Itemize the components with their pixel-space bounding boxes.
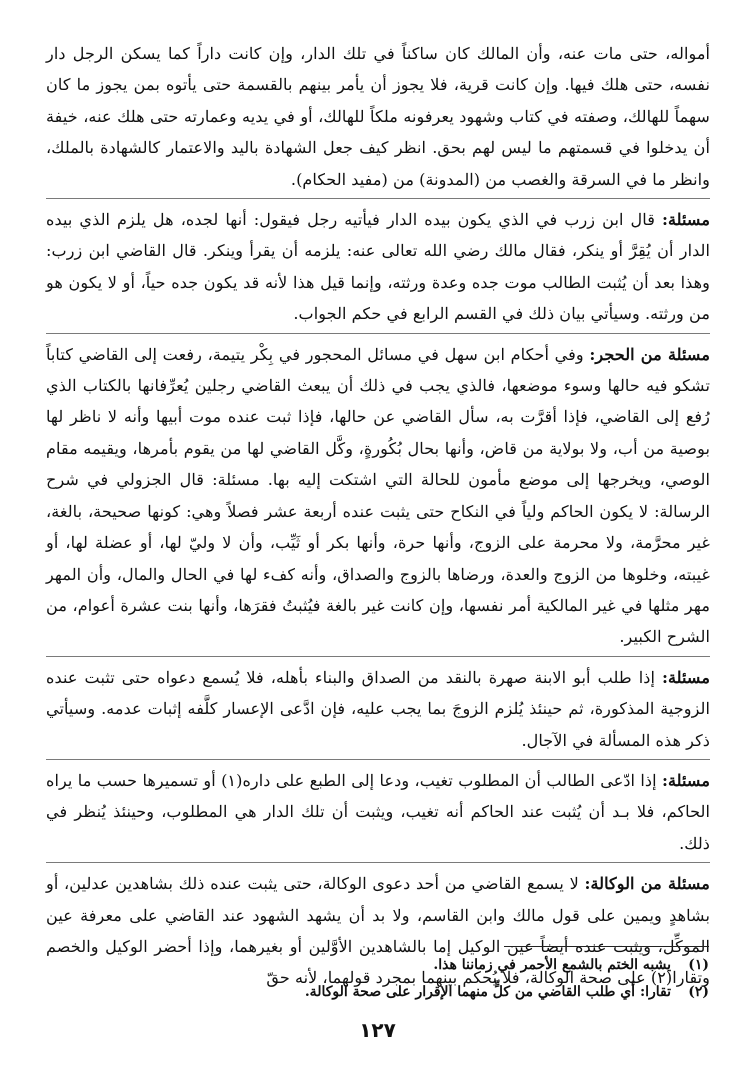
footnotes	[46, 952, 709, 1006]
paragraph-body: قال ابن زرب في الذي يكون بيده الدار فيأتيه رجل فيقول: أنها لجده، هل يلزم الذي بيده الدار أن يُقِرَّ أو ينكر، فقال مالك رضي الله تعالى عنه: يلزمه أن يقرأ وينكر. قال القاضي ابن زرب: وهذا بعد أن يُثبت الطالب موت جده وعدة ورثته، وإنما قيل هذا لأنه قد يكون جده حياً، أو لا يكون هو من ورثته. وسيأتي بيان ذلك في القسم الرابع في حكم الجواب.	[46, 210, 710, 324]
page-number: ١٢٧	[359, 1018, 396, 1042]
paragraph-head: مسئلة من الوكالة:	[584, 874, 710, 894]
paragraph-head: مسئلة:	[661, 667, 710, 687]
footnote-divider	[504, 946, 709, 947]
paragraph-body: وفي أحكام ابن سهل في مسائل المحجور في بِكْر يتيمة، رفعت إلى القاضي كتاباً تشكو فيه حالها وسوء موضعها، فالذي يجب في ذلك أن يبعث القاضي رجلين يُعرِّفانها بالكتاب الذي رُفع إلى القاضي، فإذا أقرَّت به، سأل القاضي عن حالها، فإذا ثبت عنده موت أبيها وأنه لا ناظر لها بوصية من أب، ولا بولاية من قاض، وأنها بحال بُكُورةٍ، وكَّل القاضي لها من يقوم بأمرها، ويقيمه مقام الوصي، ويخرجها إلى موضع مأمون للحالة التي اشتكت إليه بها. مسئلة: قال الجزولي في شرح الرسالة: لا يكون الحاكم ولياً في النكاح حتى يثبت عنده أربعة عشر فصلاً وهي: كونها صحيحة، بالغة، غير محرَّمة، ولا محرمة على الزوج، وأنها حرة، وأنها بكر أو ثَيِّب، وأن لا وليّ لها، أو عضلة لها، أو غيبته، وخلوها من الزوج والعدة، ورضاها بالزوج والصداق، وأنه كفء لها في الحال والمال، وأن المهر مهر مثلها في غير المالكية أمر نفسها، وإن كانت غير بالغة فيُثبتُ فقرَها، وأنها بنت عشرة أعوام، من الشرح الكبير.	[46, 344, 710, 647]
paragraph-4	[46, 662, 710, 760]
footnote-number: (١)	[688, 957, 709, 973]
paragraph-head: مسئلة:	[662, 770, 711, 790]
footnote-2	[46, 979, 709, 1006]
footnote-text: تقارا: أي طلب القاضي من كلٍّ منهما الإقرار على صحة الوكالة.	[304, 984, 671, 1000]
paragraph-5	[46, 765, 710, 863]
paragraph-3	[46, 339, 710, 657]
footnote-text: يشبه الختم بالشمع الأحمر في زماننا هذا.	[433, 957, 671, 973]
paragraph-body: لا يسمع القاضي من أحد دعوى الوكالة، حتى يثبت عنده ذلك بشاهدين عدلين، أو بشاهدٍ ويمين على قول مالك وابن القاسم، ولا بد أن يشهد الشهود عند القاضي على معرفة عين الموكِّل، ويثبت عنده أيضاً عين الوكيل إما بالشاهدين الأوَّلين أو بغيرهما، وإذا أحضر الوكيل والخصم وتقارا(٢) على صحة الوكالة، فلا يُحكم بينهما بمجرد قولهما، لأنه حقّ	[46, 874, 710, 988]
paragraph-2	[46, 204, 710, 334]
paragraph-1	[46, 38, 710, 199]
paragraph-body: إذا ادّعى الطالب أن المطلوب تغيب، ودعا إلى الطبع على داره(١) أو تسميرها حسب ما يراه الحاكم، فلا بـد أن يُثبت عند الحاكم أنه تغيب، ويثبت أن تلك الدار هي المطلوب، وحينئذ يُنظر في ذلك.	[46, 770, 710, 853]
paragraph-head: مسئلة من الحجر:	[589, 344, 710, 364]
footnote-1	[46, 952, 709, 979]
paragraph-body: إذا طلب أبو الابنة صهرة بالنقد من الصداق والبناء بأهله، فلا يُسمع دعواه حتى تثبت عنده الزوجية المذكورة، ثم حينئذ يُلزم الزوجَ بما يجب عليه، فإن ادَّعى الإعسار كلَّفه إثبات عدمه. وسيأتي ذكر هذه المسألة في الآجال.	[46, 667, 710, 750]
main-text	[46, 38, 710, 997]
paragraph-body: أمواله، حتى مات عنه، وأن المالك كان ساكناً في تلك الدار، وإن كانت داراً كما يسكن الرجل دار نفسه، حتى هلك فيها. وإن كانت قرية، فلا يجوز أن يأمر بينهم بالقسمة حتى يأتوه بمن يجوز ما كان سهماً للهالك، وصفته في كتاب وشهود يعرفونه ملكاً للهالك، أو في يديه وعمارته حتى هلك عنه، خيفة أن يدخلوا في قسمتهم ما ليس لهم بحق. انظر كيف جعل الشهادة باليد والاعتمار كالشهادة بالملك، وانظر ما في السرقة والغصب من (المدونة) من (مفيد الحكام).	[46, 44, 710, 189]
paragraph-head: مسئلة:	[661, 210, 710, 230]
footnote-number: (٢)	[688, 984, 709, 1000]
